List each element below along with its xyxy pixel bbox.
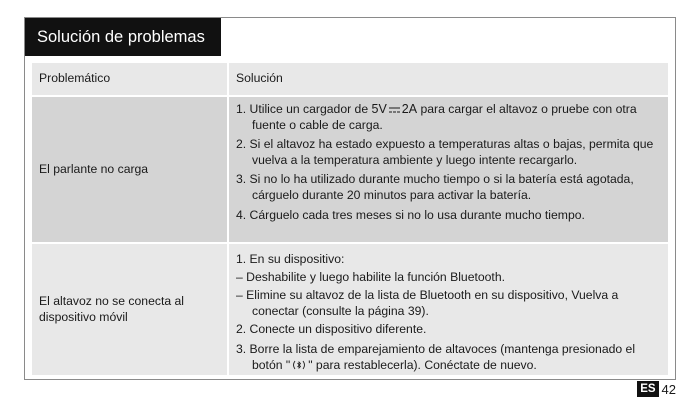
table-header-row	[32, 63, 668, 95]
solution-subitem: – Deshabilite y luego habilite la función Bluetooth.	[236, 269, 505, 284]
section-title: Solución de problemas	[25, 18, 221, 56]
problem-text: El parlante no carga	[39, 161, 149, 176]
solution-text: 3. Borre la lista de emparejamiento de altavoces (mantenga presionado el botón "	[236, 341, 636, 372]
solution-item: 3. Si no lo ha utilizado durante mucho tiempo o si la batería está agotada, cárguelo durante 20 minutos para activar la batería.	[236, 172, 634, 202]
problem-text: El altavoz no se conecta al dispositivo móvil	[39, 293, 184, 324]
solution-text: para cargar el altavoz o pruebe con otra fuente o cable de carga.	[252, 102, 637, 132]
problem-cell	[32, 97, 227, 242]
solution-item: 2. Conecte un dispositivo diferente.	[236, 322, 427, 337]
solution-item: 4. Cárguelo cada tres meses si no lo usa durante mucho tiempo.	[236, 207, 585, 222]
solution-item: 2. Si el altavoz ha estado expuesto a temperaturas altas o bajas, permita que vuelva a la temperatura ambiente y luego intente recargarlo.	[236, 137, 654, 167]
page-number: 42	[661, 381, 676, 397]
bluetooth-button-icon	[291, 360, 307, 370]
dc-current-icon	[389, 106, 400, 114]
solution-cell	[229, 97, 668, 242]
header-problem: Problemático	[32, 63, 227, 95]
voltage-value: 5V	[371, 102, 387, 116]
troubleshooting-table	[32, 63, 668, 375]
table-row	[32, 97, 668, 242]
troubleshooting-panel	[24, 17, 676, 380]
language-badge: ES	[637, 381, 658, 397]
problem-cell	[32, 244, 227, 375]
solution-item	[236, 342, 660, 373]
page-footer	[637, 381, 676, 397]
solution-text: " para restablecerla). Conéctate de nuevo.	[308, 357, 537, 372]
current-value: 2A	[401, 102, 418, 116]
solution-item	[236, 102, 660, 133]
solution-item: 1. En su dispositivo:	[236, 252, 345, 266]
table-row	[32, 244, 668, 375]
solution-cell	[229, 244, 668, 375]
header-solution: Solución	[229, 63, 668, 95]
solution-subitem: – Elimine su altavoz de la lista de Bluetooth en su dispositivo, Vuelva a conectar (consulte la página 39).	[236, 288, 619, 318]
solution-text: 1. Utilice un cargador de	[236, 102, 372, 116]
